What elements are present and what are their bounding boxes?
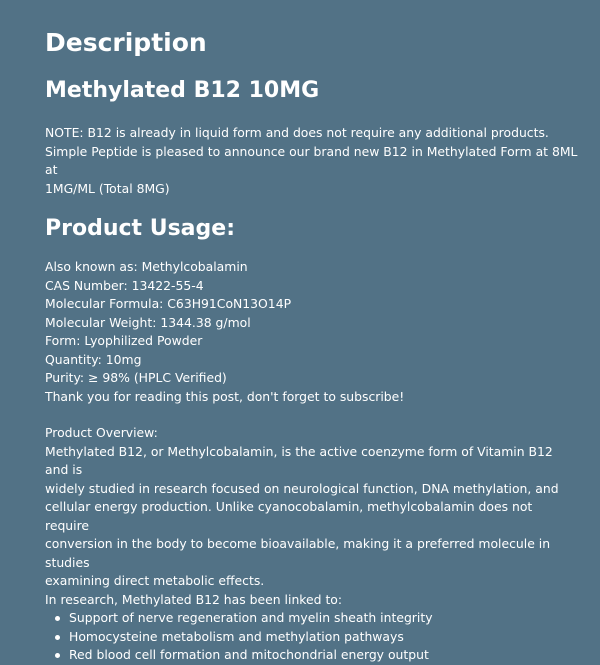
list-item: Support of nerve regeneration and myelin sheath integrity bbox=[55, 609, 578, 628]
overview-line: widely studied in research focused on neurological function, DNA methylation, and bbox=[45, 480, 559, 496]
spec-form: Form: Lyophilized Powder bbox=[45, 333, 203, 348]
note-line: 1MG/ML (Total 8MG) bbox=[45, 180, 170, 196]
list-item: Red blood cell formation and mitochondrial energy output bbox=[55, 646, 578, 665]
subscribe-message: Thank you for reading this post, don't forget to subscribe! bbox=[45, 388, 405, 404]
spec-molecular-formula: Molecular Formula: C63H91CoN13O14P bbox=[45, 296, 292, 311]
product-overview bbox=[45, 424, 578, 665]
overview-line: cellular energy production. Unlike cyanocobalamin, methylcobalamin does not require bbox=[45, 499, 533, 533]
note-line: NOTE: B12 is already in liquid form and does not require any additional products. bbox=[45, 125, 549, 140]
product-title: Methylated B12 10MG bbox=[45, 78, 320, 103]
spec-purity: Purity: ≥ 98% (HPLC Verified) bbox=[45, 370, 227, 385]
note-line: Simple Peptide is pleased to announce our brand new B12 in Methylated Form at 8ML at bbox=[45, 143, 578, 177]
note-block bbox=[45, 124, 578, 198]
spec-cas-number: CAS Number: 13422-55-4 bbox=[45, 277, 204, 293]
list-item: Homocysteine metabolism and methylation pathways bbox=[55, 628, 578, 647]
product-specs bbox=[45, 258, 578, 406]
section-heading-product-usage: Product Usage: bbox=[45, 216, 235, 241]
spec-molecular-weight: Molecular Weight: 1344.38 g/mol bbox=[45, 314, 251, 330]
overview-line: conversion in the body to become bioavailable, making it a preferred molecule in studies bbox=[45, 536, 551, 570]
overview-line: Methylated B12, or Methylcobalamin, is the active coenzyme form of Vitamin B12 and is bbox=[45, 443, 553, 477]
research-intro: In research, Methylated B12 has been linked to: bbox=[45, 591, 343, 607]
overview-line: examining direct metabolic effects. bbox=[45, 573, 265, 588]
overview-label: Product Overview: bbox=[45, 425, 158, 440]
research-benefits-list bbox=[45, 609, 578, 665]
spec-quantity: Quantity: 10mg bbox=[45, 351, 142, 367]
section-heading-description: Description bbox=[45, 28, 207, 57]
spec-also-known-as: Also known as: Methylcobalamin bbox=[45, 259, 248, 274]
